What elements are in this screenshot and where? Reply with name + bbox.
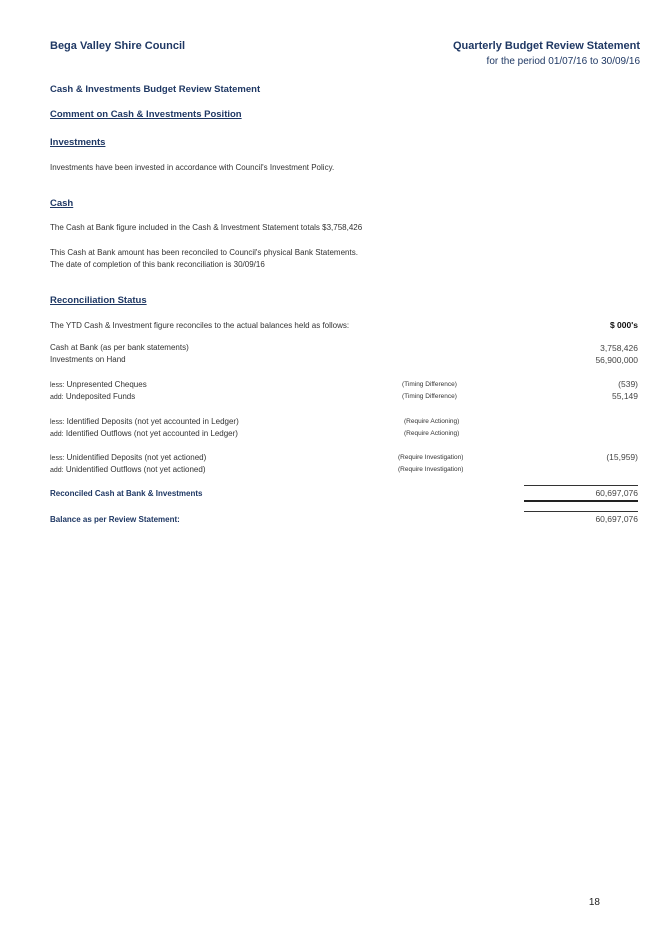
row-prefix: less: bbox=[50, 455, 65, 462]
identified-deposits-row bbox=[50, 417, 239, 426]
unidentified-deposits-value: (15,959) bbox=[606, 452, 638, 462]
investments-on-hand-value: 56,900,000 bbox=[595, 355, 638, 365]
page-number: 18 bbox=[588, 897, 600, 908]
unpresented-cheques-value: (539) bbox=[618, 379, 638, 389]
balance-per-review-value: 60,697,076 bbox=[595, 514, 638, 524]
identified-outflows-note: (Require Actioning) bbox=[404, 430, 460, 437]
identified-deposits-note: (Require Actioning) bbox=[404, 418, 460, 425]
unit-label: $ 000's bbox=[609, 320, 638, 330]
row-prefix: add: bbox=[50, 394, 64, 401]
row-prefix: less: bbox=[50, 419, 65, 426]
unidentified-outflows-note: (Require Investigation) bbox=[398, 466, 464, 473]
unidentified-outflows-label: Unidentified Outflows (not yet actioned) bbox=[65, 465, 206, 474]
comment-heading: Comment on Cash & Investments Position bbox=[50, 109, 242, 120]
investments-on-hand-label: Investments on Hand bbox=[50, 355, 126, 364]
row-prefix: add: bbox=[50, 467, 64, 474]
cash-line-3: The date of completion of this bank reconciliation is 30/09/16 bbox=[50, 260, 265, 269]
report-period: for the period 01/07/16 to 30/09/16 bbox=[486, 56, 640, 67]
subtotal-rule bbox=[524, 485, 638, 486]
cash-heading: Cash bbox=[50, 198, 74, 209]
undeposited-funds-row bbox=[50, 392, 135, 401]
cash-at-bank-label: Cash at Bank (as per bank statements) bbox=[50, 343, 189, 352]
balance-rule bbox=[524, 511, 638, 512]
identified-outflows-label: Identified Outflows (not yet accounted in Ledger) bbox=[65, 429, 238, 438]
row-prefix: add: bbox=[50, 431, 64, 438]
cash-line-2: This Cash at Bank amount has been reconciled to Council's physical Bank Statements. bbox=[50, 248, 358, 257]
balance-per-review-label: Balance as per Review Statement: bbox=[50, 515, 180, 524]
undeposited-funds-value: 55,149 bbox=[612, 391, 638, 401]
total-double-rule bbox=[524, 500, 638, 502]
unidentified-outflows-row bbox=[50, 465, 206, 474]
unidentified-deposits-label: Unidentified Deposits (not yet actioned) bbox=[66, 453, 207, 462]
statement-title: Cash & Investments Budget Review Statement bbox=[50, 84, 261, 95]
reconciled-total-value: 60,697,076 bbox=[595, 488, 638, 498]
undeposited-funds-note: (Timing Difference) bbox=[402, 393, 457, 400]
cash-line-1: The Cash at Bank figure included in the Cash & Investment Statement totals $3,758,426 bbox=[50, 223, 363, 232]
row-prefix: less: bbox=[50, 382, 65, 389]
identified-outflows-row bbox=[50, 429, 238, 438]
report-title: Quarterly Budget Review Statement bbox=[452, 40, 640, 52]
unidentified-deposits-note: (Require Investigation) bbox=[398, 454, 464, 461]
identified-deposits-label: Identified Deposits (not yet accounted in Ledger) bbox=[66, 417, 239, 426]
unpresented-cheques-note: (Timing Difference) bbox=[402, 381, 457, 388]
reconciled-total-label: Reconciled Cash at Bank & Investments bbox=[50, 489, 203, 498]
unidentified-deposits-row bbox=[50, 453, 206, 462]
cash-at-bank-value: 3,758,426 bbox=[600, 343, 638, 353]
investments-heading: Investments bbox=[50, 137, 106, 148]
unpresented-cheques-label: Unpresented Cheques bbox=[66, 380, 147, 389]
council-name: Bega Valley Shire Council bbox=[50, 40, 186, 52]
unpresented-cheques-row bbox=[50, 380, 147, 389]
reconciliation-intro: The YTD Cash & Investment figure reconciles to the actual balances held as follows: bbox=[50, 321, 350, 330]
reconciliation-heading: Reconciliation Status bbox=[50, 295, 147, 306]
investments-text: Investments have been invested in accordance with Council's Investment Policy. bbox=[50, 163, 335, 172]
undeposited-funds-label: Undeposited Funds bbox=[65, 392, 136, 401]
